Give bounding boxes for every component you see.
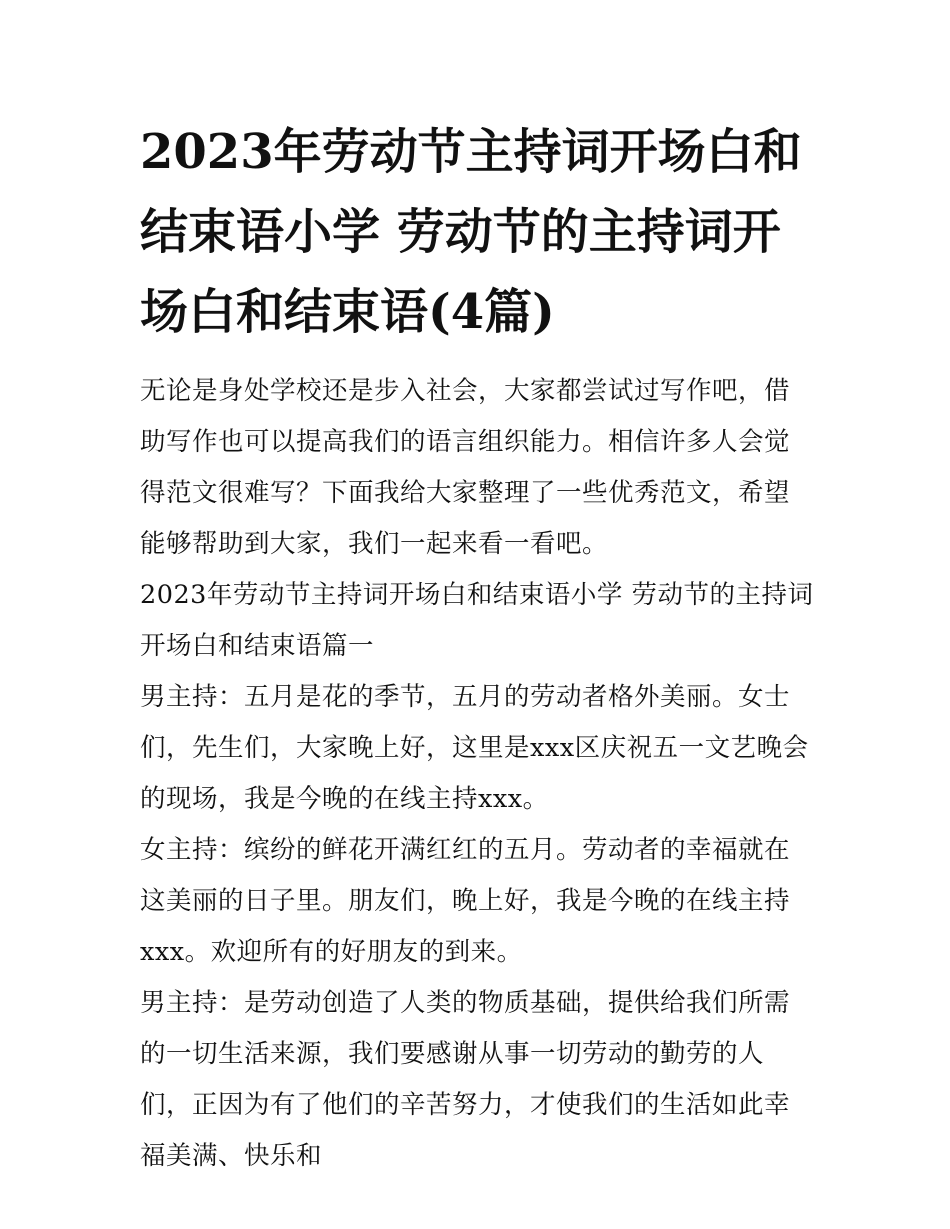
paragraph-male-host-1: 男主持：五月是花的季节，五月的劳动者格外美丽。女士们，先生们，大家晚上好，这里是xxx区庆祝五一文艺晚会的现场，我是今晚的在线主持xxx。 [140, 682, 809, 814]
paragraph-female-host-1: 女主持：缤纷的鲜花开满红红的五月。劳动者的幸福就在这美丽的日子里。朋友们，晚上好，我是今晚的在线主持xxx。欢迎所有的好朋友的到来。 [140, 835, 791, 967]
document-page [140, 112, 815, 1182]
paragraph-section-heading: 2023年劳动节主持词开场白和结束语小学 劳动节的主持词开场白和结束语篇一 [140, 580, 814, 661]
paragraph-male-host-2: 男主持：是劳动创造了人类的物质基础，提供给我们所需的一切生活来源，我们要感谢从事一切劳动的勤劳的人们，正因为有了他们的辛苦努力，才使我们的生活如此幸福美满、快乐和 [140, 988, 791, 1171]
document-title: 2023年劳动节主持词开场白和结束语小学 劳动节的主持词开场白和结束语(4篇) [140, 124, 802, 340]
document-body [140, 366, 815, 1182]
paragraph-intro: 无论是身处学校还是步入社会，大家都尝试过写作吧，借助写作也可以提高我们的语言组织能力。相信许多人会觉得范文很难写？下面我给大家整理了一些优秀范文，希望能够帮助到大家，我们一起来看一看吧。 [140, 376, 791, 559]
